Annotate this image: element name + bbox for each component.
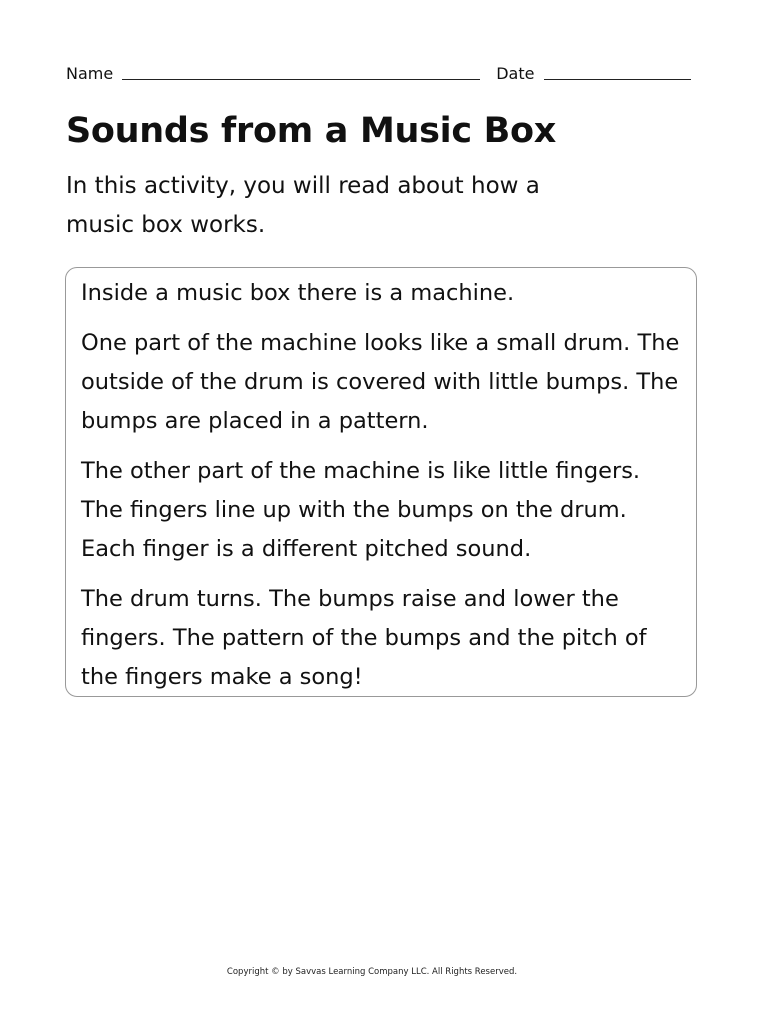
copyright-footer: Copyright © by Savvas Learning Company LLC. All Rights Reserved. [226,967,518,977]
intro-text: In this activity, you will read about how a music box works. [66,173,540,238]
name-date-header [66,61,696,83]
passage-paragraph-1: Inside a music box there is a machine. [81,280,515,306]
page-title: Sounds from a Music Box [66,111,557,151]
date-label: Date [496,64,535,83]
passage-paragraph-3: The other part of the machine is like little fingers. The fingers line up with the bumps on the drum. Each finger is a different pitched sound. [81,458,641,562]
date-write-line[interactable] [544,79,691,80]
passage-paragraph-4: The drum turns. The bumps raise and lower the fingers. The pattern of the bumps and the pitch of the fingers make a song! [81,586,647,690]
passage-paragraph-2: One part of the machine looks like a small drum. The outside of the drum is covered with little bumps. The bumps are placed in a pattern. [81,330,680,434]
name-label: Name [66,64,114,83]
name-write-line[interactable] [122,79,480,80]
reading-passage-box [65,267,697,697]
